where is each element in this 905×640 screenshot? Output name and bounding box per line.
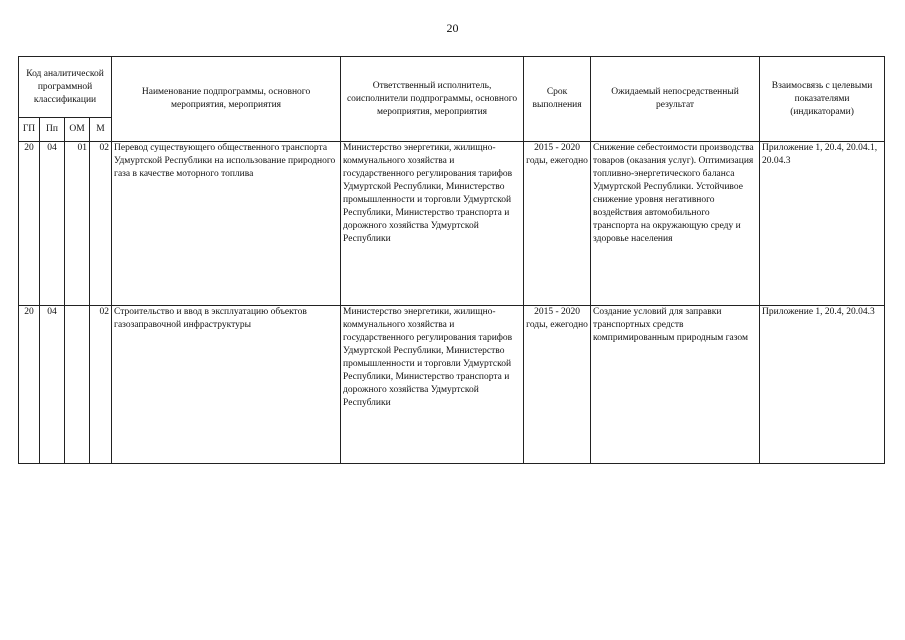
- cell-om: [65, 306, 90, 464]
- cell-result: Создание условий для заправки транспортных средств компримированным природным газом: [591, 306, 760, 464]
- header-relation: Взаимосвязь с целевыми показателями (индикаторами): [760, 57, 885, 142]
- cell-responsible: Министерство энергетики, жилищно-коммунального хозяйства и государственного регулирования тарифов Удмуртской Республики, Министерство промышленности и торговли Удмуртской Республики, Министерство транспорта и дорожного хозяйства Удмуртской Республики: [341, 142, 524, 306]
- header-m: М: [90, 118, 112, 142]
- header-responsible: Ответственный исполнитель, соисполнители подпрограммы, основного мероприятия, мероприятия: [341, 57, 524, 142]
- page-number: 20: [446, 21, 459, 35]
- header-term: Срок выполнения: [524, 57, 591, 142]
- header-result: Ожидаемый непосредственный результат: [591, 57, 760, 142]
- cell-m: 02: [90, 306, 112, 464]
- header-gp: ГП: [19, 118, 40, 142]
- cell-name: Перевод существующего общественного транспорта Удмуртской Республики на использование природного газа в качестве моторного топлива: [112, 142, 341, 306]
- cell-result: Снижение себестоимости производства товаров (оказания услуг). Оптимизация топливно-энергетического баланса Удмуртской Республики. Устойчивое снижение уровня негативного воздействия автомобильного транспорта на окружающую среду и здоровье населения: [591, 142, 760, 306]
- cell-gp: 20: [19, 306, 40, 464]
- cell-gp: 20: [19, 142, 40, 306]
- cell-name: Строительство и ввод в эксплуатацию объектов газозаправочной инфраструктуры: [112, 306, 341, 464]
- cell-relation: Приложение 1, 20.4, 20.04.1, 20.04.3: [760, 142, 885, 306]
- header-name: Наименование подпрограммы, основного мероприятия, мероприятия: [112, 57, 341, 142]
- cell-term: 2015 - 2020 годы, ежегодно: [524, 142, 591, 306]
- header-code: Код аналитической программной классификации: [19, 57, 112, 118]
- table-row: [19, 306, 885, 464]
- table-row: [19, 142, 885, 306]
- cell-term: 2015 - 2020 годы, ежегодно: [524, 306, 591, 464]
- cell-pp: 04: [40, 306, 65, 464]
- header-pp: Пп: [40, 118, 65, 142]
- cell-relation: Приложение 1, 20.4, 20.04.3: [760, 306, 885, 464]
- cell-m: 02: [90, 142, 112, 306]
- cell-pp: 04: [40, 142, 65, 306]
- header-om: ОМ: [65, 118, 90, 142]
- cell-om: 01: [65, 142, 90, 306]
- program-table: [18, 56, 885, 464]
- table-header-row: [19, 57, 885, 118]
- cell-responsible: Министерство энергетики, жилищно-коммунального хозяйства и государственного регулирования тарифов Удмуртской Республики, Министерство промышленности и торговли Удмуртской Республики, Министерство транспорта и дорожного хозяйства Удмуртской Республики: [341, 306, 524, 464]
